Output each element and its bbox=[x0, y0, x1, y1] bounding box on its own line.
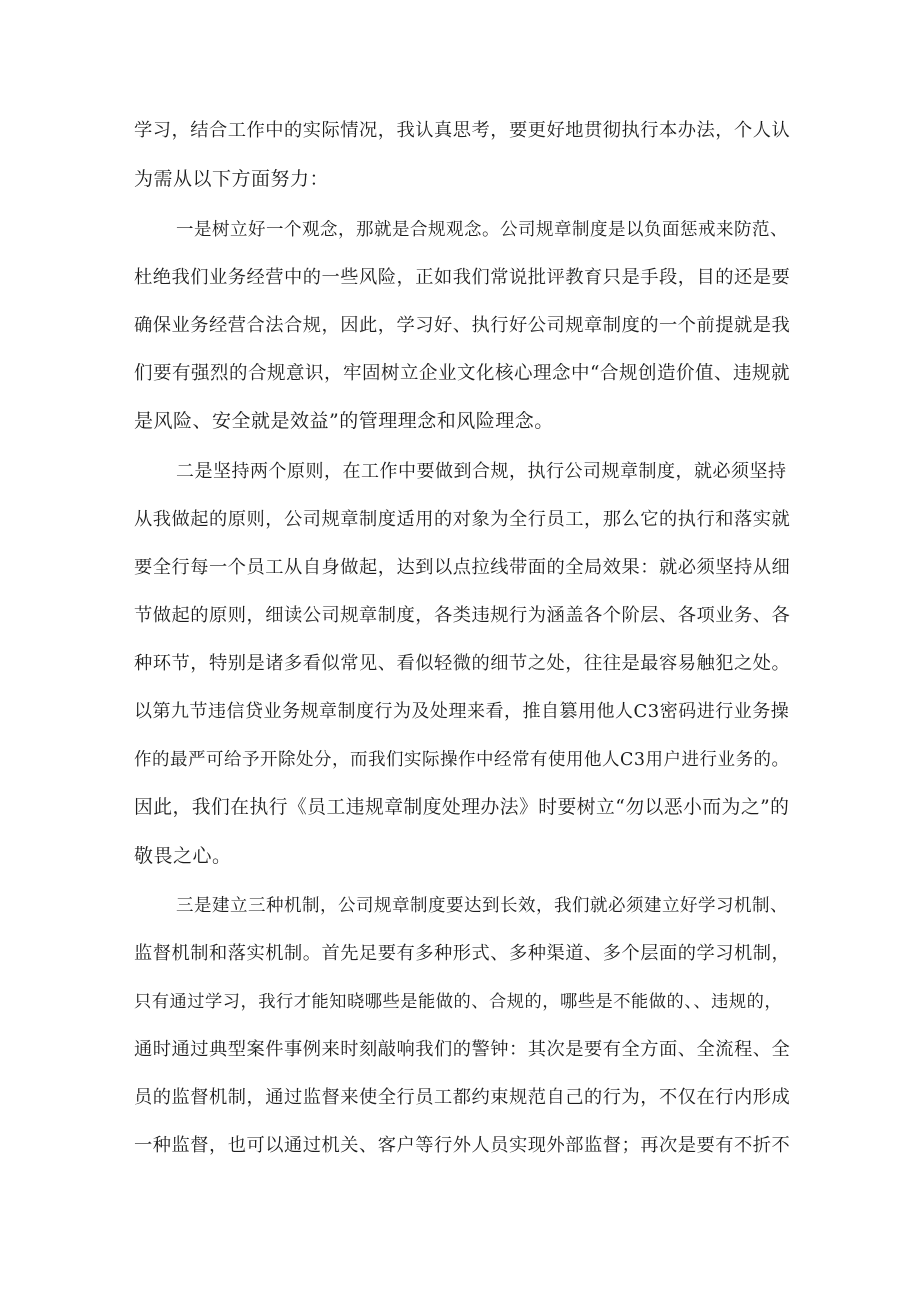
text-line: 敬畏之心。 bbox=[134, 845, 232, 867]
text-line: 通时通过典型案件事例来时刻敲响我们的警钟：其次是要有全方面、全流程、全 bbox=[134, 1039, 791, 1060]
text-line: 一种监督，也可以通过机关、客户等行外人员实现外部监督；再次是要有不折不 bbox=[134, 1135, 791, 1156]
text-line: 只有通过学习，我行才能知晓哪些是能做的、合规的，哪些是不能做的、、违规的， bbox=[134, 992, 783, 1012]
text-line: 们要有强烈的合规意识，牢固树立企业文化核心理念中“合规创造价值、违规就 bbox=[134, 363, 790, 384]
text-line: 要全行每一个员工从自身做起，达到以点拉线带面的全局效果：就必须坚持从细 bbox=[134, 557, 791, 578]
text-line: 员的监督机制，通过监督来使全行员工都约束规范自己的行为，不仅在行内形成 bbox=[134, 1087, 791, 1108]
text-line: 二是坚持两个原则，在工作中要做到合规，执行公司规章制度，就必须坚持 bbox=[176, 461, 787, 482]
text-line: 种环节，特别是诸多看似常见、看似轻微的细节之处，往往是最容易触犯之处。 bbox=[134, 653, 791, 674]
text-line: 为需从以下方面努力： bbox=[134, 168, 330, 190]
text-line: 节做起的原则，细读公司规章制度，各类违规行为涵盖各个阶层、各项业务、各 bbox=[134, 605, 791, 626]
text-line: 杜绝我们业务经营中的一些风险，正如我们常说批评教育只是手段，目的还是要 bbox=[134, 267, 791, 288]
text-line: 学习，结合工作中的实际情况，我认真思考，要更好地贯彻执行本办法，个人认 bbox=[134, 120, 791, 141]
text-line: 因此，我们在执行《员工违规章制度处理办法》时要树立“勿以恶小而为之”的 bbox=[134, 797, 790, 818]
text-line: 一是树立好一个观念，那就是合规观念。公司规章制度是以负面惩戒来防范、 bbox=[176, 220, 788, 240]
text-line: 以第九节违信贷业务规章制度行为及处理来看，推自篡用他人C3密码进行业务操 bbox=[134, 701, 790, 722]
text-line: 监督机制和落实机制。首先足要有多种形式、多种渠道、多个层面的学习机制， bbox=[134, 943, 791, 964]
text-line: 作的最严可给予开除处分，而我们实际操作中经常有使用他人C3用户进行业务的。 bbox=[134, 750, 790, 770]
text-line: 三是建立三种机制，公司规章制度要达到长效，我们就必须建立好学习机制、 bbox=[176, 896, 788, 916]
text-line: 是风险、安全就是效益”的管理理念和风险理念。 bbox=[134, 410, 554, 432]
text-line: 从我做起的原则，公司规章制度适用的对象为全行员工，那么它的执行和落实就 bbox=[134, 509, 791, 530]
text-line: 确保业务经营合法合规，因此，学习好、执行好公司规章制度的一个前提就是我 bbox=[134, 315, 791, 336]
